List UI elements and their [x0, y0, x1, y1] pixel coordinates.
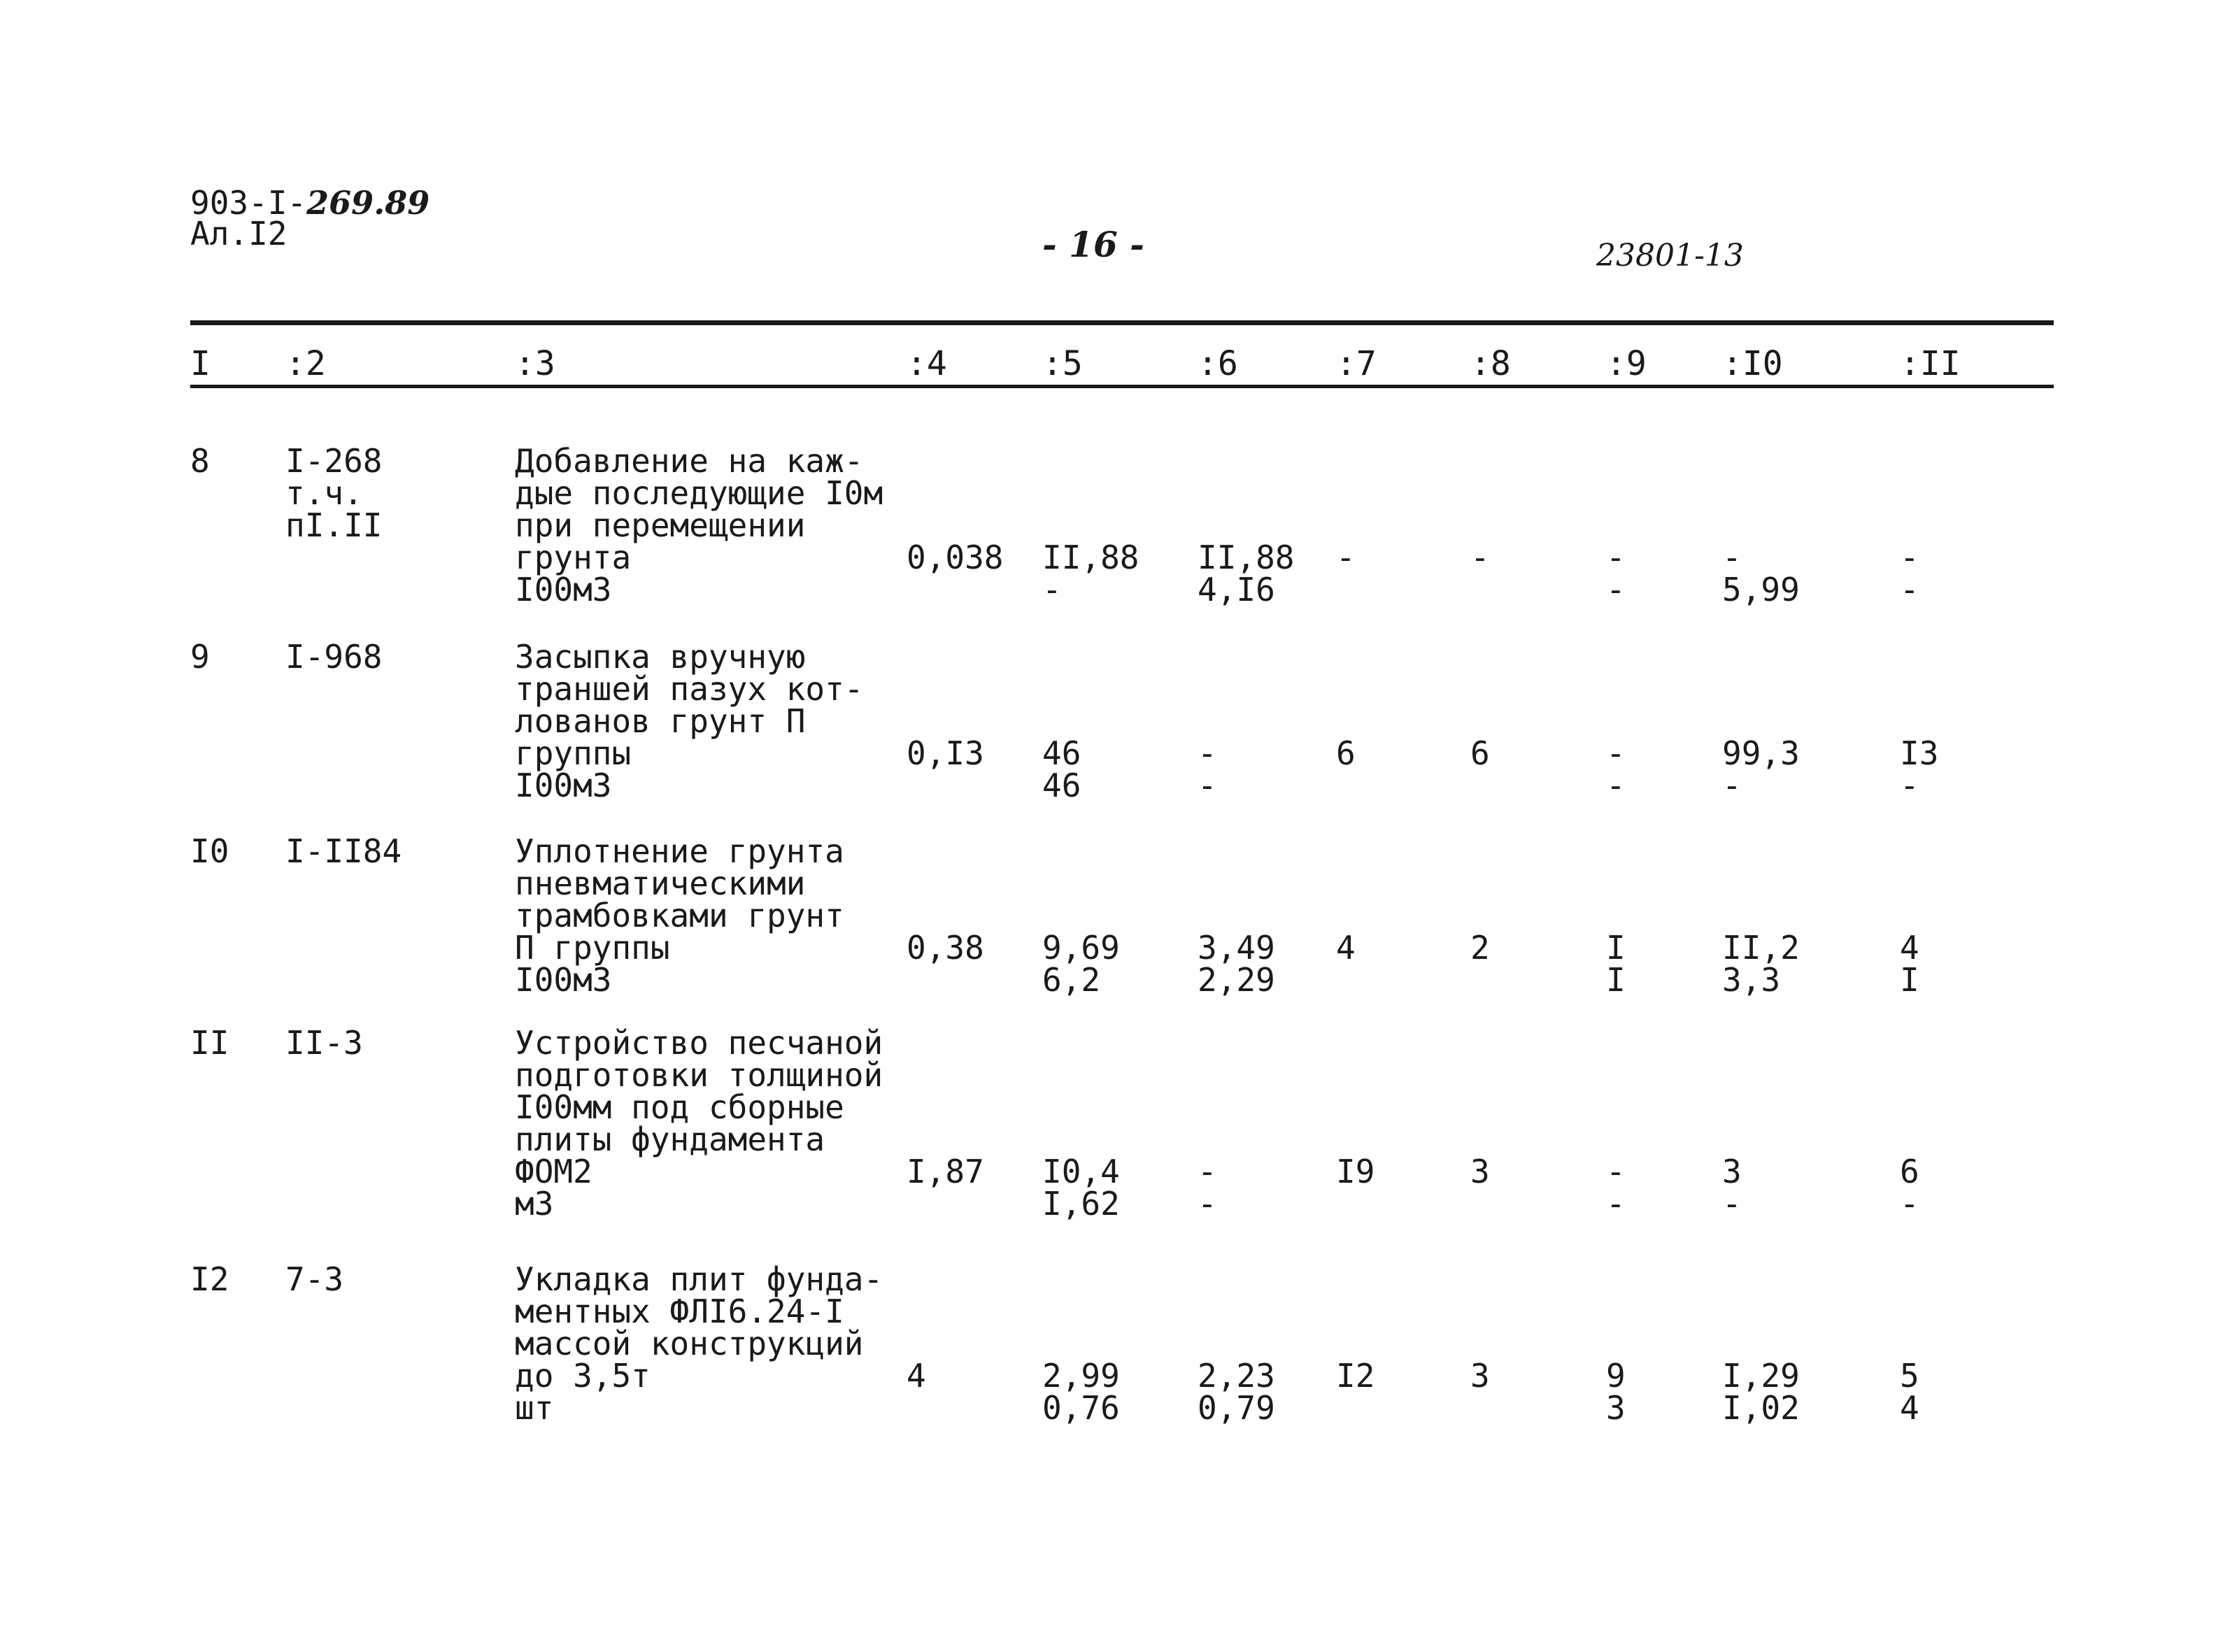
cell-col-5: I0,4 I,62: [1042, 1153, 1120, 1223]
cell-col-8: 3: [1470, 1357, 1490, 1395]
document-number: 23801-13: [1596, 238, 1744, 273]
column-header-6: :6: [1198, 344, 1238, 383]
cell-col-11: 4 I: [1900, 929, 1919, 999]
cell-col-10: I,29 I,02: [1722, 1357, 1800, 1427]
cell-col-7: I2: [1336, 1357, 1375, 1395]
cell-col-8: 2: [1470, 929, 1490, 967]
cell-col-5: 46 46: [1042, 734, 1081, 804]
cell-col-11: - -: [1900, 539, 1919, 608]
cell-col-2: 7-3: [285, 1260, 344, 1298]
column-header-5: :5: [1042, 344, 1083, 383]
cell-col-10: 99,3 -: [1722, 734, 1800, 804]
cell-col-3: Устройство песчаной подготовки толщиной I00мм под сборные плиты фундамента ФОМ2 м3: [515, 1024, 883, 1223]
cell-col-5: II,88 -: [1042, 539, 1139, 608]
cell-col-10: II,2 3,3: [1722, 929, 1800, 999]
cell-col-1: I0: [190, 832, 229, 870]
cell-col-4: 0,038: [907, 539, 1004, 576]
column-header-11: :II: [1900, 344, 1961, 383]
column-header-10: :I0: [1722, 344, 1783, 383]
cell-col-7: -: [1336, 539, 1356, 576]
cell-col-6: II,88 4,I6: [1198, 539, 1295, 608]
cell-col-8: 6: [1470, 734, 1490, 772]
cell-col-2: I-II84: [285, 832, 402, 870]
cell-col-6: - -: [1198, 1153, 1217, 1223]
cell-col-9: 9 3: [1606, 1357, 1626, 1427]
document-code-handwritten: 269.89: [306, 184, 430, 222]
cell-col-2: II-3: [285, 1024, 363, 1062]
column-header-1: I: [190, 344, 211, 383]
column-header-9: :9: [1606, 344, 1647, 383]
cell-col-4: 0,I3: [907, 734, 984, 772]
cell-col-7: 4: [1336, 929, 1356, 967]
cell-col-1: 9: [190, 638, 210, 676]
column-header-4: :4: [907, 344, 947, 383]
cell-col-6: 2,23 0,79: [1198, 1357, 1275, 1427]
cell-col-11: I3 -: [1900, 734, 1939, 804]
table-top-rule: [190, 320, 2054, 325]
cell-col-3: Укладка плит фунда- ментных ФЛI6.24-I массой конструкций до 3,5т шт: [515, 1260, 883, 1427]
cell-col-1: 8: [190, 442, 210, 480]
sheet-label: Ал.I2: [190, 215, 287, 252]
cell-col-3: Добавление на каж- дые последующие I0м при перемещении грунта I00м3: [515, 442, 883, 608]
cell-col-3: Засыпка вручную траншей пазух кот- лованов грунт П группы I00м3: [515, 638, 864, 804]
cell-col-7: 6: [1336, 734, 1356, 772]
cell-col-9: - -: [1606, 539, 1626, 608]
cell-col-5: 9,69 6,2: [1042, 929, 1120, 999]
cell-col-4: 0,38: [907, 929, 984, 967]
cell-col-1: I2: [190, 1260, 229, 1298]
cell-col-5: 2,99 0,76: [1042, 1357, 1120, 1427]
cell-col-11: 6 -: [1900, 1153, 1919, 1223]
page-number: - 16 -: [1042, 224, 1144, 265]
column-header-3: :3: [515, 344, 555, 383]
cell-col-9: - -: [1606, 734, 1626, 804]
cell-col-3: Уплотнение грунта пневматическими трамбовками грунт П группы I00м3: [515, 832, 844, 999]
cell-col-2: I-968: [285, 638, 383, 676]
cell-col-11: 5 4: [1900, 1357, 1919, 1427]
cell-col-6: - -: [1198, 734, 1217, 804]
cell-col-1: II: [190, 1024, 229, 1062]
cell-col-9: - -: [1606, 1153, 1626, 1223]
cell-col-8: 3: [1470, 1153, 1490, 1190]
cell-col-6: 3,49 2,29: [1198, 929, 1275, 999]
table-header-rule: [190, 385, 2054, 388]
cell-col-7: I9: [1336, 1153, 1375, 1190]
document-code: [190, 184, 430, 222]
cell-col-8: -: [1470, 539, 1490, 576]
cell-col-4: 4: [907, 1357, 926, 1395]
column-header-2: :2: [285, 344, 326, 383]
column-header-7: :7: [1336, 344, 1377, 383]
cell-col-2: I-268 т.ч. пI.II: [285, 442, 383, 544]
cell-col-10: - 5,99: [1722, 539, 1800, 608]
cell-col-4: I,87: [907, 1153, 984, 1190]
cell-col-10: 3 -: [1722, 1153, 1742, 1223]
cell-col-9: I I: [1606, 929, 1626, 999]
document-code-prefix: 903-I-: [190, 184, 307, 222]
column-header-8: :8: [1470, 344, 1511, 383]
